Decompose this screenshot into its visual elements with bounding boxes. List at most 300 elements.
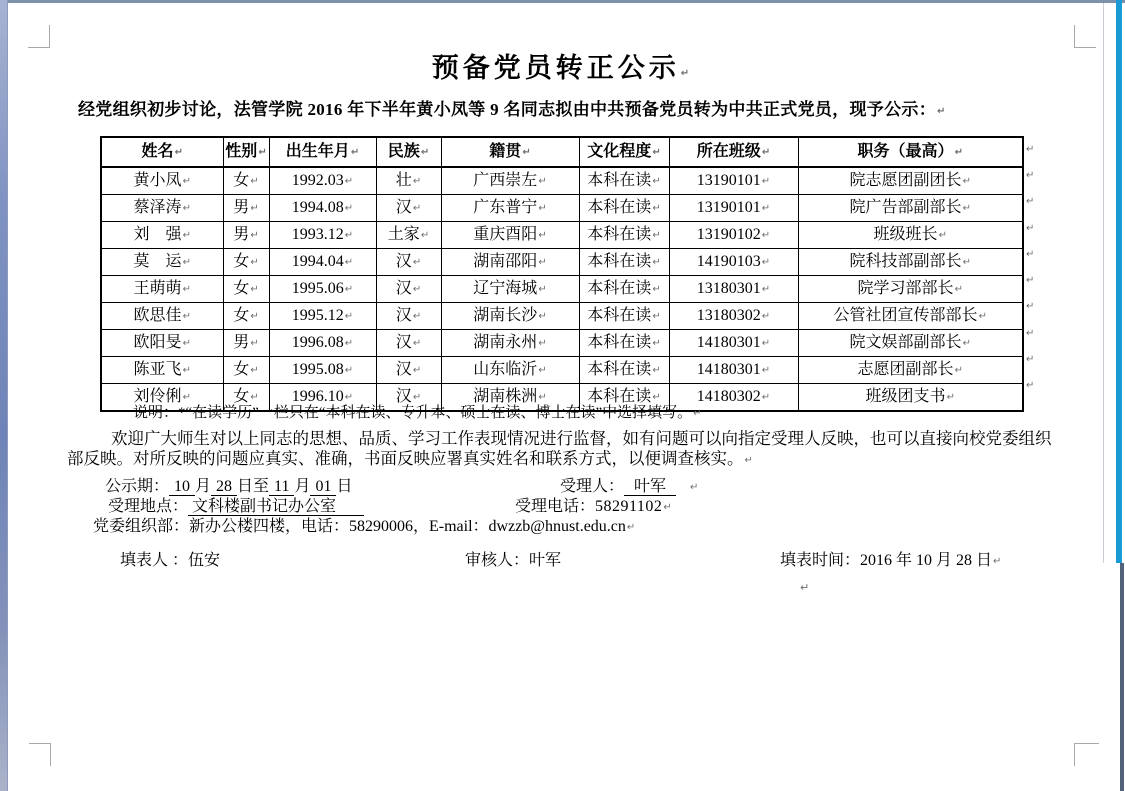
cell-text: 本科在读 (587, 307, 652, 324)
table-cell (669, 249, 798, 276)
paragraph-mark-icon: ↵ (182, 203, 191, 214)
column-header (223, 137, 269, 167)
margin-crop-mark-top-left (28, 25, 50, 48)
cell-text: 湖南邵阳 (473, 253, 538, 270)
table-cell (269, 222, 376, 249)
cell-text: 1995.12 (291, 307, 344, 324)
form-filler-value: 伍安 (188, 552, 221, 569)
cell-text: 院志愿团副团长 (849, 172, 962, 189)
paragraph-mark-icon: ↵ (626, 522, 636, 533)
cell-text: 1994.08 (291, 199, 344, 216)
intro-paragraph (44, 99, 1054, 123)
table-cell (441, 330, 579, 357)
paragraph-mark-icon: ↵ (250, 365, 259, 376)
table-header-row (101, 137, 1023, 167)
table-cell (798, 276, 1023, 303)
publicity-period-sep3: 月 (294, 478, 311, 495)
paragraph-mark-icon: ↵ (1026, 196, 1035, 208)
cell-text: 湖南株洲 (473, 388, 538, 405)
window-left-border (0, 0, 8, 791)
paragraph-mark-icon: ↵ (680, 68, 694, 79)
paragraph-mark-icon: ↵ (1026, 301, 1035, 313)
table-cell (579, 330, 669, 357)
paragraph-mark-icon: ↵ (538, 257, 547, 268)
cell-text: 本科在读 (587, 388, 652, 405)
paragraph-mark-icon: ↵ (652, 257, 661, 268)
paragraph-mark-icon: ↵ (412, 284, 422, 295)
table-cell (798, 167, 1023, 195)
cell-text: 本科在读 (587, 199, 652, 216)
table-cell (441, 303, 579, 330)
cell-text: 本科在读 (587, 172, 652, 189)
cell-text: 院科技部副部长 (849, 253, 962, 270)
form-date-label: 填表时间： (780, 552, 861, 569)
acceptor-value: 叶军 (624, 478, 676, 496)
paragraph-mark-icon: ↵ (1026, 143, 1035, 155)
paragraph-mark-icon: ↵ (250, 257, 259, 268)
table-row (101, 249, 1023, 276)
paragraph-mark-icon: ↵ (761, 147, 771, 158)
paragraph-mark-icon: ↵ (652, 338, 661, 349)
paragraph-mark-icon: ↵ (538, 311, 547, 322)
margin-crop-mark-bottom-right (1074, 743, 1099, 766)
cell-text: 1996.10 (291, 388, 344, 405)
paragraph-mark-icon: ↵ (420, 230, 430, 241)
paragraph-mark-icon: ↵ (344, 284, 354, 295)
paragraph-mark-icon: ↵ (954, 147, 963, 158)
publicity-period-line (105, 477, 352, 497)
table-cell (101, 195, 223, 222)
column-header (101, 137, 223, 167)
cell-text: 刘 强 (133, 226, 182, 243)
table-note-text: 说明：*“在读学历”一栏只在“本科在读、专升本、硕士在读、博士在读”中选择填写。 (133, 405, 693, 421)
table-cell (269, 330, 376, 357)
paragraph-mark-icon: ↵ (652, 284, 661, 295)
table-cell (223, 222, 269, 249)
table-cell (798, 195, 1023, 222)
table-cell (579, 276, 669, 303)
window-right-border (1116, 0, 1122, 563)
cell-text: 13190101 (696, 199, 761, 216)
cell-text: 14180301 (696, 361, 761, 378)
paragraph-mark-icon: ↵ (693, 408, 702, 419)
table-row-end-marks (1026, 136, 1034, 399)
form-date-value: 2016 年 10 月 28 日 (860, 552, 993, 569)
table-cell (269, 195, 376, 222)
cell-text: 1995.06 (291, 280, 344, 297)
cell-text: 本科在读 (587, 334, 652, 351)
table-cell (269, 303, 376, 330)
table-cell (441, 195, 579, 222)
location-value: 文科楼副书记办公室 (188, 498, 364, 516)
paragraph-mark-icon: ↵ (182, 284, 191, 295)
table-note (133, 401, 702, 422)
paragraph-mark-icon: ↵ (182, 311, 191, 322)
table-cell (101, 167, 223, 195)
table-cell (101, 222, 223, 249)
cell-text: 姓名 (141, 143, 174, 160)
cell-text: 14180301 (696, 334, 761, 351)
cell-text: 职务（最高） (857, 143, 954, 160)
cell-text: 莫 运 (133, 253, 182, 270)
publicity-period-sep4: 日 (336, 478, 353, 495)
table-cell (223, 276, 269, 303)
cell-text: 女 (233, 280, 250, 297)
cell-text: 汉 (395, 361, 412, 378)
paragraph-mark-icon: ↵ (1026, 169, 1035, 181)
table-cell (223, 330, 269, 357)
publicity-period-sep2: 日至 (237, 478, 270, 495)
paragraph-mark-icon: ↵ (744, 455, 753, 466)
table-cell (376, 222, 441, 249)
paragraph-mark-icon: ↵ (344, 257, 354, 268)
cell-text: 女 (233, 307, 250, 324)
table-cell (579, 357, 669, 384)
table-cell (269, 357, 376, 384)
form-filler (120, 551, 220, 571)
cell-text: 1996.08 (291, 334, 344, 351)
table-cell (223, 249, 269, 276)
paragraph-mark-icon: ↵ (522, 147, 531, 158)
cell-text: 汉 (395, 199, 412, 216)
cell-text: 男 (233, 334, 250, 351)
paragraph-mark-icon: ↵ (412, 203, 422, 214)
table-cell (441, 276, 579, 303)
reviewer-label: 审核人： (465, 552, 530, 569)
table-row (101, 357, 1023, 384)
cell-text: 本科在读 (587, 361, 652, 378)
cell-text: 1995.08 (291, 361, 344, 378)
publicity-period-month1: 10 (169, 478, 195, 496)
table-cell (269, 276, 376, 303)
cell-text: 广东普宁 (473, 199, 538, 216)
table-cell (101, 303, 223, 330)
reviewer (465, 551, 561, 571)
table-cell (376, 357, 441, 384)
table-cell (579, 167, 669, 195)
paragraph-mark-icon: ↵ (412, 365, 422, 376)
paragraph-mark-icon: ↵ (652, 176, 661, 187)
table-row (101, 303, 1023, 330)
cell-text: 女 (233, 361, 250, 378)
paragraph-mark-icon: ↵ (690, 482, 699, 493)
cell-text: 湖南永州 (473, 334, 538, 351)
cell-text: 汉 (395, 253, 412, 270)
table-cell (376, 303, 441, 330)
paragraph-mark-icon: ↵ (962, 257, 971, 268)
table-cell (441, 249, 579, 276)
paragraph-mark-icon: ↵ (800, 581, 810, 594)
cell-text: 所在班级 (696, 143, 761, 160)
supervision-text: 欢迎广大师生对以上同志的思想、品质、学习工作表现情况进行监督，如有问题可以向指定受理人反映，也可以直接向校党委组织部反映。对所反映的问题应真实、准确，书面反映应署真实姓名和联系方式，以便调查核实。 (67, 429, 1052, 468)
cell-text: 院学习部部长 (857, 280, 954, 297)
table-cell (376, 195, 441, 222)
cell-text: 班级班长 (873, 226, 938, 243)
paragraph-mark-icon: ↵ (761, 284, 771, 295)
cell-text: 13180301 (696, 280, 761, 297)
paragraph-mark-icon: ↵ (1026, 354, 1035, 366)
paragraph-mark-icon: ↵ (761, 257, 771, 268)
paragraph-mark-icon: ↵ (258, 147, 267, 158)
cell-text: 湖南长沙 (473, 307, 538, 324)
table-cell (579, 195, 669, 222)
form-filler-label: 填表人 ： (120, 552, 189, 569)
paragraph-mark-icon: ↵ (250, 203, 259, 214)
paragraph-mark-icon: ↵ (1026, 380, 1035, 392)
table-cell (669, 167, 798, 195)
paragraph-mark-icon: ↵ (538, 284, 547, 295)
paragraph-mark-icon: ↵ (1026, 275, 1035, 287)
column-header (798, 137, 1023, 167)
paragraph-mark-icon: ↵ (182, 257, 191, 268)
cell-text: 女 (233, 253, 250, 270)
cell-text: 院文娱部副部长 (849, 334, 962, 351)
paragraph-mark-icon: ↵ (344, 230, 354, 241)
table-cell (579, 303, 669, 330)
table-cell (798, 384, 1023, 412)
table-cell (101, 276, 223, 303)
cell-text: 壮 (395, 172, 412, 189)
paragraph-mark-icon: ↵ (962, 176, 971, 187)
paragraph-mark-icon: ↵ (344, 203, 354, 214)
table-cell (101, 357, 223, 384)
cell-text: 欧思佳 (133, 307, 182, 324)
form-date (780, 551, 1001, 572)
publicity-period-sep1: 月 (195, 478, 212, 495)
paragraph-mark-icon: ↵ (1026, 248, 1035, 260)
paragraph-mark-icon: ↵ (182, 176, 191, 187)
table-cell (441, 167, 579, 195)
paragraph-mark-icon: ↵ (652, 203, 661, 214)
paragraph-mark-icon: ↵ (250, 311, 259, 322)
document-title (44, 52, 1081, 90)
paragraph-mark-icon: ↵ (538, 176, 547, 187)
paragraph-mark-icon: ↵ (954, 284, 963, 295)
paragraph-mark-icon: ↵ (182, 230, 191, 241)
paragraph-mark-icon: ↵ (250, 392, 259, 403)
table-cell (376, 249, 441, 276)
paragraph-mark-icon: ↵ (652, 392, 661, 403)
cell-text: 欧阳旻 (133, 334, 182, 351)
cell-text: 本科在读 (587, 253, 652, 270)
paragraph-mark-icon: ↵ (538, 392, 547, 403)
paragraph-mark-icon: ↵ (761, 203, 771, 214)
paragraph-mark-icon: ↵ (938, 230, 947, 241)
paragraph-mark-icon: ↵ (350, 147, 360, 158)
page-right-edge-line (1103, 3, 1104, 563)
phone-line (515, 497, 672, 518)
paragraph-mark-icon: ↵ (420, 147, 430, 158)
cell-text: 女 (233, 388, 250, 405)
paragraph-mark-icon: ↵ (412, 392, 422, 403)
table-cell (579, 249, 669, 276)
table-cell (101, 330, 223, 357)
column-header (441, 137, 579, 167)
paragraph-mark-icon: ↵ (538, 365, 547, 376)
paragraph-mark-icon: ↵ (1026, 327, 1035, 339)
cell-text: 1994.04 (291, 253, 344, 270)
column-header (376, 137, 441, 167)
cell-text: 14190103 (696, 253, 761, 270)
paragraph-mark-icon: ↵ (538, 203, 547, 214)
table-cell (579, 222, 669, 249)
cell-text: 性别 (225, 143, 258, 160)
paragraph-mark-icon: ↵ (344, 311, 354, 322)
paragraph-mark-icon: ↵ (946, 392, 955, 403)
cell-text: 13180302 (696, 307, 761, 324)
table-row (101, 222, 1023, 249)
paragraph-mark-icon: ↵ (250, 284, 259, 295)
window-top-border (0, 0, 1125, 3)
document-title-text: 预备党员转正公示 (431, 53, 680, 83)
location-label: 受理地点： (108, 498, 189, 515)
cell-text: 志愿团副部长 (857, 361, 954, 378)
window-right-border-lower (1120, 563, 1124, 791)
paragraph-mark-icon: ↵ (412, 176, 422, 187)
margin-crop-mark-top-right (1074, 25, 1096, 48)
table-cell (223, 303, 269, 330)
cell-text: 本科在读 (587, 280, 652, 297)
paragraph-mark-icon: ↵ (344, 176, 354, 187)
publicity-period-month2: 11 (269, 478, 294, 496)
table-cell (798, 303, 1023, 330)
table-cell (798, 330, 1023, 357)
paragraph-mark-icon: ↵ (182, 365, 191, 376)
cell-text: 男 (233, 199, 250, 216)
publicity-period-day1: 28 (211, 478, 237, 496)
cell-text: 广西崇左 (473, 172, 538, 189)
table-cell (669, 330, 798, 357)
supervision-paragraph (67, 429, 1066, 471)
paragraph-mark-icon: ↵ (652, 311, 661, 322)
paragraph-mark-icon: ↵ (412, 338, 422, 349)
paragraph-mark-icon: ↵ (761, 230, 771, 241)
margin-crop-mark-bottom-left (29, 743, 51, 766)
paragraph-mark-icon: ↵ (761, 176, 771, 187)
table-row (101, 167, 1023, 195)
paragraph-mark-icon: ↵ (962, 338, 971, 349)
paragraph-mark-icon: ↵ (538, 230, 547, 241)
publicity-period-day2: 01 (310, 478, 336, 496)
paragraph-mark-icon: ↵ (652, 230, 661, 241)
cell-text: 籍贯 (489, 143, 522, 160)
cell-text: 汉 (395, 307, 412, 324)
dept-line-text: 党委组织部：新办公楼四楼，电话：58290006，E-mail：dwzzb@hnust.edu.cn (93, 518, 626, 535)
paragraph-mark-icon: ↵ (761, 338, 771, 349)
table-cell (441, 357, 579, 384)
paragraph-mark-icon: ↵ (962, 203, 971, 214)
paragraph-mark-icon: ↵ (250, 230, 259, 241)
cell-text: 13190102 (696, 226, 761, 243)
publicity-period-label: 公示期： (105, 478, 170, 495)
column-header (269, 137, 376, 167)
paragraph-mark-icon: ↵ (993, 556, 1002, 567)
column-header (669, 137, 798, 167)
table-cell (376, 330, 441, 357)
cell-text: 汉 (395, 334, 412, 351)
paragraph-mark-icon: ↵ (412, 311, 422, 322)
table-cell (441, 222, 579, 249)
table-cell (798, 357, 1023, 384)
cell-text: 刘伶俐 (133, 388, 182, 405)
cell-text: 重庆酉阳 (473, 226, 538, 243)
cell-text: 汉 (395, 280, 412, 297)
table-cell (101, 249, 223, 276)
phone-value: 58291102 (595, 498, 663, 515)
cell-text: 王萌萌 (133, 280, 182, 297)
acceptor-line (560, 477, 698, 498)
table-cell (376, 276, 441, 303)
cell-text: 辽宁海城 (473, 280, 538, 297)
table-cell (269, 167, 376, 195)
cell-text: 1992.03 (291, 172, 344, 189)
paragraph-mark-icon: ↵ (954, 365, 963, 376)
cell-text: 文化程度 (587, 143, 652, 160)
paragraph-mark-icon: ↵ (978, 311, 987, 322)
location-line (108, 497, 364, 517)
table-cell (376, 167, 441, 195)
cell-text: 院广告部副部长 (849, 199, 962, 216)
table-row (101, 330, 1023, 357)
paragraph-mark-icon: ↵ (652, 147, 661, 158)
cell-text: 女 (233, 172, 250, 189)
paragraph-mark-icon: ↵ (1026, 222, 1035, 234)
paragraph-mark-icon: ↵ (538, 338, 547, 349)
paragraph-mark-icon: ↵ (250, 176, 259, 187)
members-table (100, 136, 1024, 412)
paragraph-mark-icon: ↵ (250, 338, 259, 349)
cell-text: 黄小凤 (133, 172, 182, 189)
table-cell (223, 195, 269, 222)
table-row (101, 276, 1023, 303)
paragraph-mark-icon: ↵ (663, 502, 672, 513)
paragraph-mark-icon: ↵ (344, 392, 354, 403)
paragraph-mark-icon: ↵ (344, 365, 354, 376)
table-cell (223, 357, 269, 384)
paragraph-mark-icon: ↵ (344, 338, 354, 349)
cell-text: 民族 (387, 143, 420, 160)
paragraph-mark-icon: ↵ (761, 392, 771, 403)
table-row (101, 195, 1023, 222)
acceptor-label: 受理人： (560, 478, 625, 495)
paragraph-mark-icon: ↵ (182, 338, 191, 349)
cell-text: 公管社团宣传部部长 (833, 307, 978, 324)
cell-text: 陈亚飞 (133, 361, 182, 378)
cell-text: 汉 (395, 388, 412, 405)
paragraph-mark-icon: ↵ (412, 257, 422, 268)
cell-text: 土家 (387, 226, 420, 243)
table-cell (798, 249, 1023, 276)
table-cell (669, 222, 798, 249)
table-cell (669, 357, 798, 384)
table-cell (669, 303, 798, 330)
table-cell (269, 249, 376, 276)
cell-text: 14180302 (696, 388, 761, 405)
paragraph-mark-icon: ↵ (652, 365, 661, 376)
cell-text: 本科在读 (587, 226, 652, 243)
paragraph-mark-icon: ↵ (761, 365, 771, 376)
cell-text: 1993.12 (291, 226, 344, 243)
table-cell (798, 222, 1023, 249)
table-cell (669, 195, 798, 222)
paragraph-mark-icon: ↵ (182, 392, 191, 403)
dept-line (93, 517, 635, 538)
phone-label: 受理电话： (515, 498, 596, 515)
paragraph-mark-icon: ↵ (761, 311, 771, 322)
cell-text: 男 (233, 226, 250, 243)
paragraph-mark-icon: ↵ (937, 106, 946, 117)
cell-text: 山东临沂 (473, 361, 538, 378)
